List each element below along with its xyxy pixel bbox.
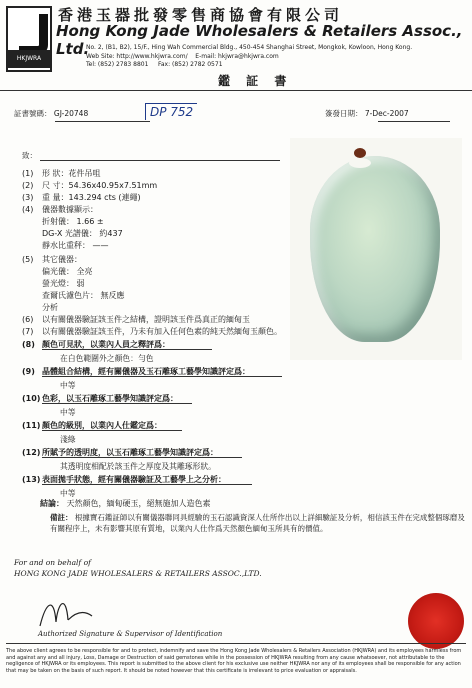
cert-number-label: 証書號碼： [14,109,52,118]
row-color-natural: (7) 以有關儀器驗証該玉件，乃未有加入任何色素的純天然緬甸玉顏色。 [22,327,282,336]
row-structure: (6) 以有關儀器驗証該玉件之結構，證明該玉件爲真正的緬甸玉 [22,315,250,324]
logo-text: HKJWRA [8,50,50,68]
row-color-level: (11) 顏色的級別，以業內人仕鑑定爲： [22,421,162,430]
value-color-visible: 在白色範圍外之顏色：勻色 [60,354,154,363]
row-size: (2) 尺 寸：54.36x40.95x7.51mm [22,181,158,190]
jade-pendant [310,156,440,342]
telephone: Tel: (852) 2783 8801 [86,61,149,68]
value-crystal-structure: 中等 [60,381,76,390]
row-instrument-data: (4) 儀器數據顯示： [22,205,98,214]
row-crystal-structure: (9) 晶體組合結構，經有關儀器及玉石雕琢工藝學知識評定爲： [22,367,250,376]
client-label: 致： [22,151,37,160]
underline-13 [42,484,252,485]
header-rule [0,90,472,91]
underline-10 [42,403,192,404]
value-transparency: 其透明度相配於該玉件之厚度及其雕琢形狀。 [60,462,216,471]
company-name: HONG KONG JADE WHOLESALERS & RETAILERS ASSOC.,LTD. [14,569,262,578]
remark-text: 根據寶石鑑証師以有關儀器聯同具經驗的玉石認識資深人仕所作出以上詳細驗証及分析，相信該玉件在完成整個琢磨及有關程序上，未有影響其原有質地，以業內人仕作爲天然顏色緬甸玉所具有的價值。 [50,513,465,533]
address-line: No. 2, (B1, B2), 15/F., Hing Wah Commercial Bldg., 450-454 Shanghai Street, Mongkok, Kowloon, Hong Kong. [86,44,413,51]
signature-caption: Authorized Signature & Supervisor of Identification [38,630,223,638]
date-underline [378,121,450,122]
cert-number-row [14,108,88,119]
handwritten-ref: DP 752 [145,103,197,120]
conclusion-row [40,498,211,509]
issue-date-row [325,108,409,119]
value-polish: 中等 [60,489,76,498]
client-underline [40,160,280,161]
title-english: Hong Kong Jade Wholesalers & Retailers Assoc., Ltd. [56,22,463,58]
underline-8 [42,349,212,350]
row-fluorescence: 螢光燈： 弱 [42,279,85,288]
cert-no-underline [55,121,150,122]
issue-date: 7-Dec-2007 [364,109,409,118]
address-block [86,44,466,70]
website: Web Site: http://www.hkjwra.com/ [86,52,188,60]
row-polish: (13) 表面拋手狀態，經有關儀器驗証及工藝學上之分析： [22,475,226,484]
row-weight: (3) 重 量：143.294 cts (連繩) [22,193,141,202]
red-seal-stamp [408,593,464,649]
underline-9 [42,376,282,377]
pendant-hole [349,158,371,168]
row-analysis: 分析 [42,303,58,312]
row-chelsea-filter: 查爾氏濾色片： 無反應 [42,291,125,300]
row-other-instruments: (5) 其它儀器： [22,255,82,264]
signature-scribble [36,592,96,632]
value-color-grade: 中等 [60,408,76,417]
pendant-cord [354,148,366,158]
cert-number: GJ-20748 [53,109,89,118]
row-refractometer: 折射儀： 1.66 ± [42,217,104,226]
row-polariscope: 偏光儀： 全亮 [42,267,93,276]
underline-11 [42,430,182,431]
conclusion-text: 天然顏色，緬甸硬玉，絕無施加人造色素 [66,499,211,508]
on-behalf-block [14,557,262,579]
contact-line-web [86,53,466,62]
row-color-grade: (10) 色彩，以玉石雕琢工藝學知識評定爲： [22,394,178,403]
disclaimer: The above client agrees to be responsible for and to protect, indemnify and save the Hong Kong Jade Wholesalers & Retailers Association (HKJWRA) and its employees harmless from and against any and all injury, Loss, Damage or Destruction of said gemstones while in the possession of HKJWRA resulting from any cause whatsoever, not attributable to the negligence of HKJWRA or its employees. This report is submitted to the above client for his exclusive use neither HKJWRA nor any of its employees shall be responsible for any action that may be taken on the basis of such report. It should be noted however that this certificate is irrelevant to price evaluation or appraisals. [6,648,462,674]
jade-pendant-photo [290,138,462,360]
row-hydrostatic: 靜水比重秤： —— [42,241,109,250]
remark-block [50,512,470,534]
row-transparency: (12) 所賦予的透明度，以玉石雕琢工藝學知識評定爲： [22,448,218,457]
issue-date-label: 簽發日期： [325,109,363,118]
row-color-visible: (8) 顏色可見狀，以業內人員之釋評爲： [22,340,170,349]
footer-rule [6,643,466,644]
row-shape: (1) 形 狀：花件吊咀 [22,169,101,178]
certificate-heading: 鑑 証 書 [218,74,293,88]
email: E-mail: hkjwra@hkjwra.com [195,52,279,60]
row-spectroscope: DG-X 光譜儀： 約437 [42,229,123,238]
logo-j-mark [19,14,48,55]
title-chinese: 香港玉器批發零售商協會有限公司 [58,6,344,24]
fax: Fax: (852) 2782 0571 [157,61,223,68]
association-logo [6,6,52,72]
contact-line-phone [86,61,466,70]
value-color-level: 淺綠 [60,435,76,444]
remark-label: 備註： [50,513,73,522]
underline-12 [42,457,242,458]
conclusion-label: 結論： [40,499,64,508]
for-line: For and on behalf of [14,558,91,567]
